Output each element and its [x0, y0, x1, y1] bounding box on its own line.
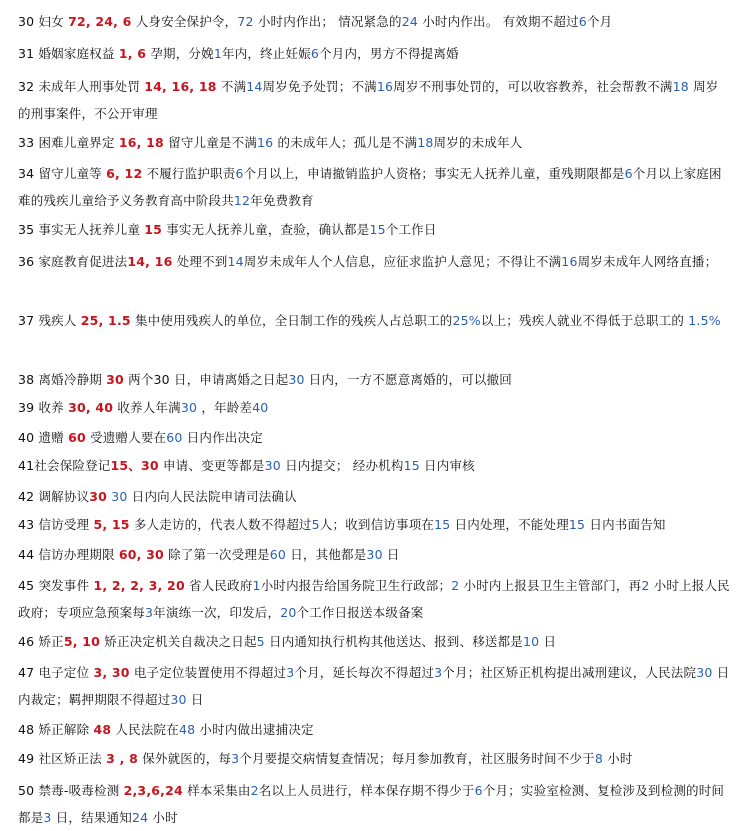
highlight-number: 24	[401, 14, 419, 29]
highlight-number: 1.5%	[688, 313, 721, 328]
highlight-number: 60	[269, 547, 287, 562]
entry-text: 43 信访受理	[18, 517, 94, 532]
entry-text: 不履行监护职责	[142, 166, 236, 181]
key-number: 3 , 8	[106, 751, 139, 766]
entry-text: 事实无人抚养儿童，查验，确认都是	[162, 222, 370, 237]
entry-text: 小时内做出逮捕决定	[195, 722, 314, 737]
key-number: 30, 40	[68, 400, 114, 415]
rule-entry	[18, 160, 730, 214]
entry-text: 个月，延长每次不得超过	[294, 665, 435, 680]
entry-text: 36 家庭教育促进法	[18, 254, 128, 269]
entry-text: 受遗赠人要在	[85, 430, 167, 445]
entry-text: 日内审核	[419, 458, 475, 473]
entry-text: 日内处理，不能处理	[450, 517, 569, 532]
entry-text: 日，其他都是	[286, 547, 367, 562]
highlight-number: 3	[286, 665, 295, 680]
entry-text: 46 矫正	[18, 634, 64, 649]
highlight-number: 14	[246, 79, 263, 94]
highlight-number: 48	[178, 722, 196, 737]
entry-text: 32 未成年人刑事处罚	[18, 79, 145, 94]
entry-text: 人民法院在	[111, 722, 179, 737]
entry-text: 44 信访办理期限	[18, 547, 119, 562]
rule-entry	[18, 129, 730, 156]
entry-text: 周岁未成年人网络直播；	[577, 254, 718, 269]
highlight-number: 25%	[452, 313, 481, 328]
entry-text: 38 离婚冷静期	[18, 372, 107, 387]
entry-text: 人身安全保护令，	[131, 14, 238, 29]
rule-entry	[18, 777, 730, 831]
entry-text: 以上；残疾人就业不得低于总职工的	[480, 313, 689, 328]
highlight-number: 14	[227, 254, 244, 269]
highlight-number: 30	[170, 692, 187, 707]
highlight-number: 1	[252, 578, 261, 593]
entry-text: 年内，终止妊娠	[222, 46, 311, 61]
key-number: 15	[144, 222, 163, 237]
entry-text: 40 遗赠	[18, 430, 69, 445]
entry-text: 周岁的未成年人	[433, 135, 523, 150]
key-number: 1, 2, 2, 3, 20	[93, 578, 185, 593]
entry-text: 42 调解协议	[18, 489, 90, 504]
entry-text: 35 事实无人抚养儿童	[18, 222, 145, 237]
rule-entry	[18, 572, 730, 626]
entry-text: 日	[382, 547, 400, 562]
rule-entry	[18, 659, 730, 713]
highlight-number: 15	[369, 222, 386, 237]
key-number: 30	[89, 489, 108, 504]
entry-text: 45 突发事件	[18, 578, 94, 593]
highlight-number: 6	[310, 46, 320, 61]
highlight-number: 15	[434, 517, 451, 532]
highlight-number: 8	[594, 751, 604, 766]
entry-text: 收养人年满	[113, 400, 181, 415]
entry-text: 人；收到信访事项在	[319, 517, 435, 532]
highlight-number: 6	[474, 783, 483, 798]
key-number: 14, 16	[127, 254, 173, 269]
rule-entry	[18, 8, 730, 35]
highlight-number: 12	[233, 193, 251, 208]
entry-text: 申请、变更等都是	[158, 458, 265, 473]
entry-text: 个月内，男方不得提离婚	[319, 46, 459, 61]
highlight-number: 16	[561, 254, 578, 269]
rule-entry	[18, 40, 730, 67]
entry-text: 小时上报人民政府；专项应急预案每	[18, 578, 730, 620]
entry-text: 电子定位装置使用不得超过	[129, 665, 287, 680]
highlight-number: 2	[451, 578, 460, 593]
entry-text: ，年龄差	[197, 400, 253, 415]
entry-text: 多人走访的，代表人数不得超过	[129, 517, 312, 532]
entry-text: 年演练一次，印发后，	[153, 605, 281, 620]
rule-entry	[18, 424, 730, 451]
entry-text: 日	[539, 634, 557, 649]
highlight-number: 30	[180, 400, 198, 415]
entry-text: 37 残疾人	[18, 313, 81, 328]
highlight-number: 6	[235, 166, 244, 181]
entry-text: 省人民政府	[184, 578, 253, 593]
entry-text: 日内提交； 经办机构	[280, 458, 404, 473]
entry-text: 41社会保险登记	[18, 458, 111, 473]
key-number: 25, 1.5	[80, 313, 131, 328]
entry-text: 日内裁定；羁押期限不得超过	[18, 665, 730, 707]
entry-text: 名以上人员进行，样本保存期不得少于	[258, 783, 475, 798]
key-number: 15、30	[110, 458, 159, 473]
highlight-number: 30	[696, 665, 713, 680]
entry-text: 孕期，分娩	[146, 46, 214, 61]
entry-text: 矫正决定机关自裁决之日起	[100, 634, 257, 649]
entry-text: 个月	[586, 14, 613, 29]
entry-text: 个月；实验室检测、复检涉及到检测的时间都是	[18, 783, 725, 825]
entry-text: 周岁免予处罚；不满	[262, 79, 377, 94]
highlight-number: 1	[213, 46, 222, 61]
entry-text: 日	[186, 692, 204, 707]
key-number: 48	[93, 722, 112, 737]
highlight-number: 10	[523, 634, 540, 649]
entry-text: 周岁不刑事处罚的，可以收容教养，社会帮教不满	[393, 79, 673, 94]
highlight-number: 3	[43, 810, 52, 825]
entry-text: 48 矫正解除	[18, 722, 94, 737]
entry-text: 39 收养	[18, 400, 69, 415]
entry-text: 33 困难儿童界定	[18, 135, 119, 150]
entry-text: 小时内上报县卫生主管部门，再	[459, 578, 642, 593]
entry-text: 保外就医的，每	[138, 751, 232, 766]
entry-text: 49 社区矫正法	[18, 751, 107, 766]
highlight-number: 20	[280, 605, 297, 620]
key-number: 5, 10	[63, 634, 101, 649]
highlight-number: 60	[166, 430, 183, 445]
key-number: 3, 30	[93, 665, 130, 680]
entry-text: 小时内报告给国务院卫生行政部；	[260, 578, 452, 593]
rule-entry	[18, 628, 730, 655]
entry-text: 小时	[148, 810, 178, 825]
entry-text: 集中使用残疾人的单位，全日制工作的残疾人占总职工的	[130, 313, 453, 328]
entry-text: 年免费教育	[250, 193, 314, 208]
highlight-number: 16	[376, 79, 394, 94]
entry-text: 周岁未成年人个人信息，应征求监护人意见；不得让不满	[243, 254, 562, 269]
rule-entry	[18, 541, 730, 568]
highlight-number: 18	[672, 79, 689, 94]
rule-entry	[18, 716, 730, 743]
entry-text: 日，结果通知	[51, 810, 132, 825]
entry-text: 日内向人民法院申请司法确认	[127, 489, 297, 504]
highlight-number: 24	[131, 810, 149, 825]
entry-text: 31 婚姻家庭权益	[18, 46, 119, 61]
highlight-number: 40	[252, 400, 269, 415]
rule-entry	[18, 216, 730, 243]
entry-text: 处理不到	[172, 254, 228, 269]
highlight-number: 30	[111, 489, 128, 504]
entry-text: 样本采集由	[182, 783, 251, 798]
highlight-number: 18	[417, 135, 434, 150]
entry-text: 个月以上，申请撤销监护人资格；事实无人抚养儿童，重残期限都是	[243, 166, 625, 181]
highlight-number: 6	[624, 166, 633, 181]
entry-text: 个月要提交病情复查情况；每月参加教育，社区服务时间不少于	[239, 751, 595, 766]
highlight-number: 5	[256, 634, 265, 649]
rule-entry	[18, 511, 730, 538]
entry-text: 日内通知执行机构其他送达、报到、移送都是	[264, 634, 524, 649]
entry-text: 47 电子定位	[18, 665, 94, 680]
rule-entry	[18, 248, 730, 275]
entry-text: 的未成年人；孤儿是不满	[273, 135, 418, 150]
highlight-number: 6	[578, 14, 587, 29]
key-number: 14, 16, 18	[144, 79, 217, 94]
entry-text: 日内，一方不愿意离婚的，可以撤回	[304, 372, 512, 387]
rule-entry	[18, 394, 730, 421]
entry-text: 小时内作出； 情况紧急的	[253, 14, 402, 29]
key-number: 72, 24, 6	[68, 14, 132, 29]
entry-text: 个月；社区矫正机构提出减刑建议，人民法院	[442, 665, 697, 680]
entry-text: 日内书面告知	[585, 517, 666, 532]
entry-text: 50 禁毒-吸毒检测	[18, 783, 124, 798]
rule-entry	[18, 307, 730, 334]
highlight-number: 3	[231, 751, 240, 766]
key-number: 60	[68, 430, 86, 445]
highlight-number: 30	[366, 547, 383, 562]
entry-text: 个月以上家庭困难的残疾儿童给予义务教育高中阶段共	[18, 166, 722, 208]
entry-text: 34 留守儿童等	[18, 166, 107, 181]
highlight-number: 3	[434, 665, 443, 680]
entry-text: 30 妇女	[18, 14, 69, 29]
rule-entry	[18, 73, 730, 127]
entry-text: 不满	[216, 79, 247, 94]
key-number: 1, 6	[118, 46, 147, 61]
rule-entry	[18, 452, 730, 479]
entry-text: 留守儿童是不满	[163, 135, 258, 150]
rule-entry	[18, 483, 730, 510]
key-number: 30	[106, 372, 124, 387]
highlight-number: 15	[568, 517, 586, 532]
highlight-number: 2	[641, 578, 650, 593]
key-number: 60, 30	[118, 547, 164, 562]
rule-entry	[18, 745, 730, 772]
key-number: 16, 18	[118, 135, 164, 150]
highlight-number: 30	[288, 372, 305, 387]
entry-text: 个工作日	[385, 222, 437, 237]
highlight-number: 16	[257, 135, 274, 150]
entry-text: 除了第一次受理是	[163, 547, 270, 562]
highlight-number: 15	[403, 458, 420, 473]
entry-text: 两个30 日，申请离婚之日起	[123, 372, 289, 387]
rule-entry	[18, 366, 730, 393]
entry-text: 小时	[603, 751, 633, 766]
key-number: 2,3,6,24	[123, 783, 183, 798]
entry-text: 小时内作出。 有效期不超过	[418, 14, 579, 29]
entry-text: 周岁的刑事案件，不公开审理	[18, 79, 719, 121]
highlight-number: 5	[311, 517, 320, 532]
key-number: 6, 12	[106, 166, 143, 181]
highlight-number: 3	[145, 605, 154, 620]
entry-text: 个工作日报送本级备案	[296, 605, 424, 620]
highlight-number: 30	[264, 458, 281, 473]
key-number: 5, 15	[93, 517, 130, 532]
highlight-number: 2	[250, 783, 259, 798]
entry-text: 日内作出决定	[182, 430, 263, 445]
highlight-number: 72	[237, 14, 254, 29]
